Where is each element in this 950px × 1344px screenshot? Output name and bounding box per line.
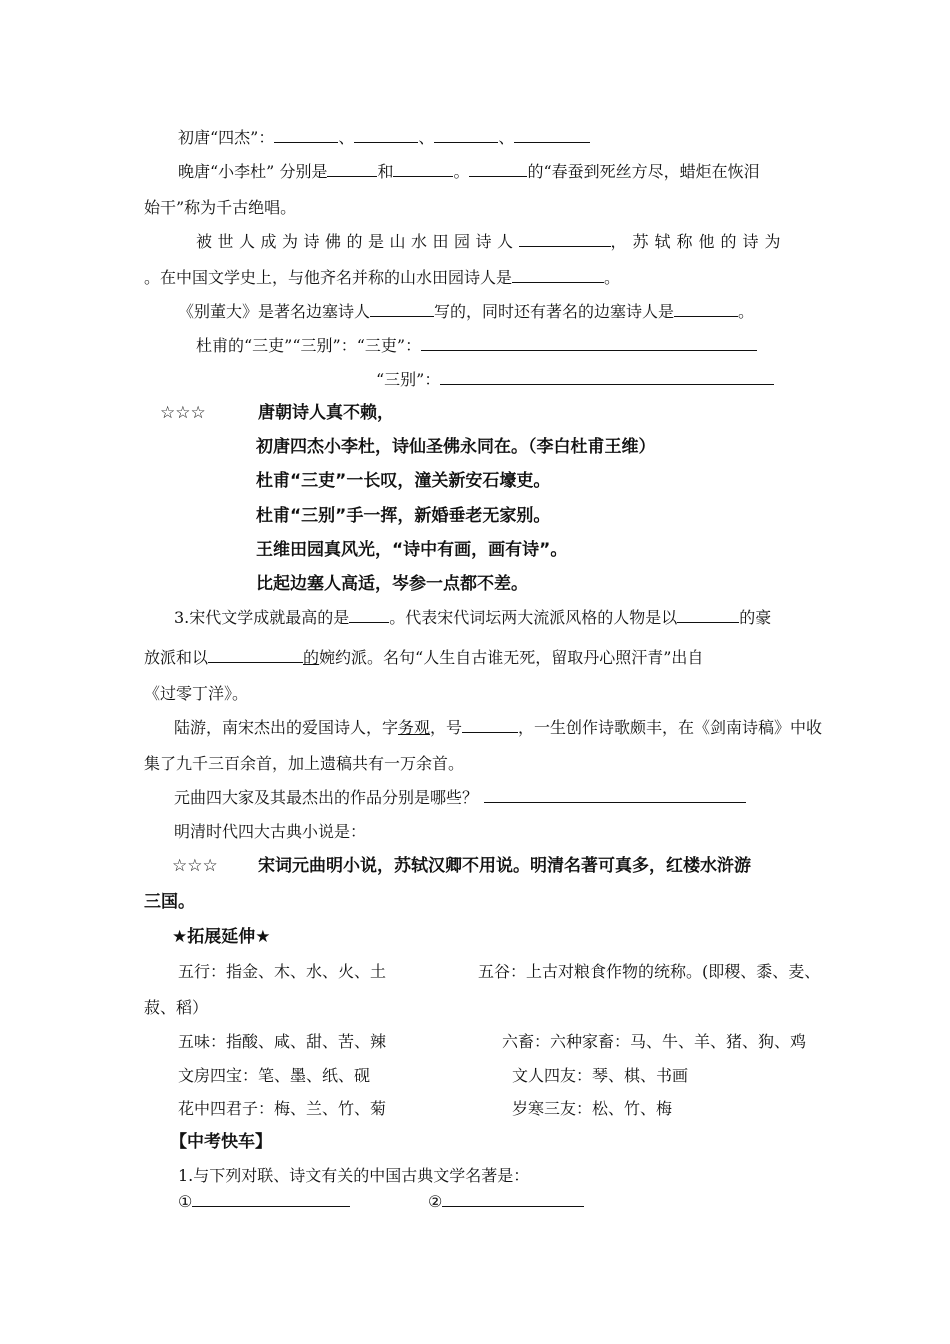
poem-text: 唐朝诗人真不赖，: [258, 403, 394, 423]
text-segment: 五谷：上古对粮食作物的统称。(即稷、黍、麦、: [478, 962, 821, 981]
text-segment: 。: [604, 268, 621, 287]
poem-stars: [160, 403, 206, 423]
answer-blank[interactable]: [421, 336, 757, 351]
four-gentlemen: [178, 1099, 386, 1119]
exam-question: [178, 1166, 529, 1186]
answer-blank[interactable]: [208, 648, 303, 663]
summary-stars: [172, 856, 218, 876]
song-literature-line: [174, 608, 771, 628]
separator: 、: [418, 128, 435, 147]
answer-blank[interactable]: [274, 128, 338, 143]
four-friends: [512, 1066, 688, 1086]
four-talents-label: 初唐“四杰”：: [178, 128, 275, 147]
text-segment: 3.宋代文学成就最高的是: [174, 608, 350, 627]
frontier-poet-line: [178, 302, 754, 322]
text-segment: 陆游，南宋杰出的爱国诗人，字: [174, 718, 399, 737]
text-segment: 杜甫的“三吏”“三别”：“三吏”：: [196, 336, 422, 355]
star-icon: ☆☆☆: [160, 403, 206, 423]
exam-answer-1: [178, 1192, 350, 1212]
four-talents-line: [178, 128, 590, 148]
text-segment: 花中四君子：梅、兰、竹、菊: [178, 1099, 387, 1118]
three-winter-friends: [512, 1099, 672, 1119]
answer-blank[interactable]: [192, 1192, 350, 1207]
lu-you-line: [174, 718, 822, 738]
poem-line: [258, 403, 394, 423]
answer-blank[interactable]: [677, 608, 739, 623]
answer-blank[interactable]: [354, 128, 418, 143]
text-segment: 元曲四大家及其最杰出的作品分别是哪些？: [174, 788, 479, 807]
du-fu-three-farewells-line: [376, 370, 774, 390]
text-segment: 文房四宝：笔、墨、纸、砚: [178, 1066, 371, 1085]
poem-line: [256, 540, 567, 560]
text-segment: 。: [738, 302, 755, 321]
answer-blank[interactable]: [512, 268, 604, 283]
exam-answer-2: [428, 1192, 584, 1212]
answer-blank[interactable]: [440, 370, 774, 385]
du-fu-three-line: [196, 336, 757, 356]
text-segment: 被世人成为诗佛的是山水田园诗人: [196, 232, 519, 251]
text-segment: ，一生创作诗歌颇丰，在《剑南诗稿》中收: [518, 718, 823, 737]
yuan-qu-line: [174, 788, 746, 808]
text-segment: ，号: [430, 718, 463, 737]
answer-blank[interactable]: [514, 128, 590, 143]
answer-blank[interactable]: [370, 302, 434, 317]
answer-number: ①: [178, 1192, 193, 1211]
text-line: [144, 998, 208, 1018]
text-segment: 和: [377, 162, 394, 181]
text-segment: 文人四友：琴、棋、书画: [512, 1066, 689, 1085]
answer-number: ②: [428, 1192, 443, 1211]
text-segment: 六畜：六种家畜：马、牛、羊、猪、狗、鸡: [502, 1032, 807, 1051]
star-icon: ☆☆☆: [172, 856, 218, 876]
section-title: ★拓展延伸★: [172, 927, 271, 947]
text-segment: 五行：指金、木、水、火、土: [178, 962, 387, 981]
text-segment: 的“春蚕到死丝方尽，蜡炬在恢泪: [527, 162, 760, 181]
text-segment: 的豪: [739, 608, 772, 627]
answer-blank[interactable]: [519, 232, 611, 247]
answer-blank[interactable]: [327, 162, 377, 177]
summary-text: 三国。: [144, 892, 195, 912]
five-elements: [178, 962, 386, 982]
five-flavors: [178, 1032, 386, 1052]
text-line: [144, 198, 296, 218]
poem-text: 比起边塞人高适，岑参一点都不差。: [256, 574, 528, 594]
poem-line: [256, 506, 550, 526]
answer-blank[interactable]: [434, 128, 498, 143]
answer-blank[interactable]: [442, 1192, 584, 1207]
summary-line: [144, 892, 195, 912]
text-segment: “三别”：: [376, 370, 441, 389]
text-segment: 菽、稻）: [144, 998, 209, 1017]
text-segment: 五味：指酸、咸、甜、苦、辣: [178, 1032, 387, 1051]
text-line: [144, 684, 248, 704]
separator: 、: [498, 128, 515, 147]
answer-blank[interactable]: [674, 302, 738, 317]
answer-blank[interactable]: [349, 608, 389, 623]
answer-blank[interactable]: [484, 788, 746, 803]
text-segment: ，苏轼称他的诗为: [610, 232, 787, 251]
extension-heading: [172, 927, 270, 947]
section-title: 【中考快车】: [170, 1132, 272, 1152]
summary-text: 宋词元曲明小说，苏轼汉卿不用说。明清名著可真多，红楼水浒游: [258, 856, 751, 876]
exam-heading: [170, 1132, 272, 1152]
courtesy-name: 务观: [398, 718, 431, 737]
summary-line: [258, 856, 751, 876]
text-segment: 。在中国文学史上，与他齐名并称的山水田园诗人是: [144, 268, 513, 287]
text-line: [144, 268, 620, 288]
text-segment: 始干”称为千古绝唱。: [144, 198, 297, 217]
poem-text: 杜甫“三别”手一挥，新婚垂老无家别。: [256, 506, 551, 526]
four-treasures: [178, 1066, 370, 1086]
answer-blank[interactable]: [469, 162, 527, 177]
text-segment: 。: [453, 162, 470, 181]
text-segment: 《过零丁洋》。: [144, 684, 249, 703]
poem-text: 初唐四杰小李杜，诗仙圣佛永同在。（李白杜甫王维）: [256, 437, 656, 457]
five-grains: [478, 962, 820, 982]
text-segment: 写的，同时还有著名的边塞诗人是: [434, 302, 675, 321]
text-line: [144, 754, 464, 774]
poem-text: 杜甫“三吏”一长叹，潼关新安石壕吏。: [256, 471, 551, 491]
answer-blank[interactable]: [462, 718, 518, 733]
poem-text: 王维田园真风光，“诗中有画，画有诗”。: [256, 540, 568, 560]
poem-line: [256, 574, 528, 594]
text-segment: 的: [303, 648, 320, 667]
six-livestock: [502, 1032, 806, 1052]
poet-buddha-line: [196, 232, 806, 252]
text-segment: 《别董大》是著名边塞诗人: [178, 302, 371, 321]
poem-line: [256, 437, 656, 457]
text-segment: 婉约派。名句“人生自古谁无死，留取丹心照汗青”出自: [319, 648, 704, 667]
question-text: 1.与下列对联、诗文有关的中国古典文学名著是：: [178, 1166, 530, 1185]
four-novels-line: [174, 822, 366, 842]
text-line: [144, 648, 703, 668]
text-segment: 放派和以: [144, 648, 209, 667]
text-segment: 明清时代四大古典小说是：: [174, 822, 367, 841]
text-segment: 晚唐“小李杜” 分别是: [178, 162, 328, 181]
answer-blank[interactable]: [393, 162, 453, 177]
text-segment: 。代表宋代词坛两大流派风格的人物是以: [389, 608, 678, 627]
separator: 、: [338, 128, 355, 147]
text-segment: 岁寒三友：松、竹、梅: [512, 1099, 673, 1118]
text-segment: 集了九千三百余首，加上遗稿共有一万余首。: [144, 754, 465, 773]
little-li-du-line: [178, 162, 760, 182]
poem-line: [256, 471, 550, 491]
